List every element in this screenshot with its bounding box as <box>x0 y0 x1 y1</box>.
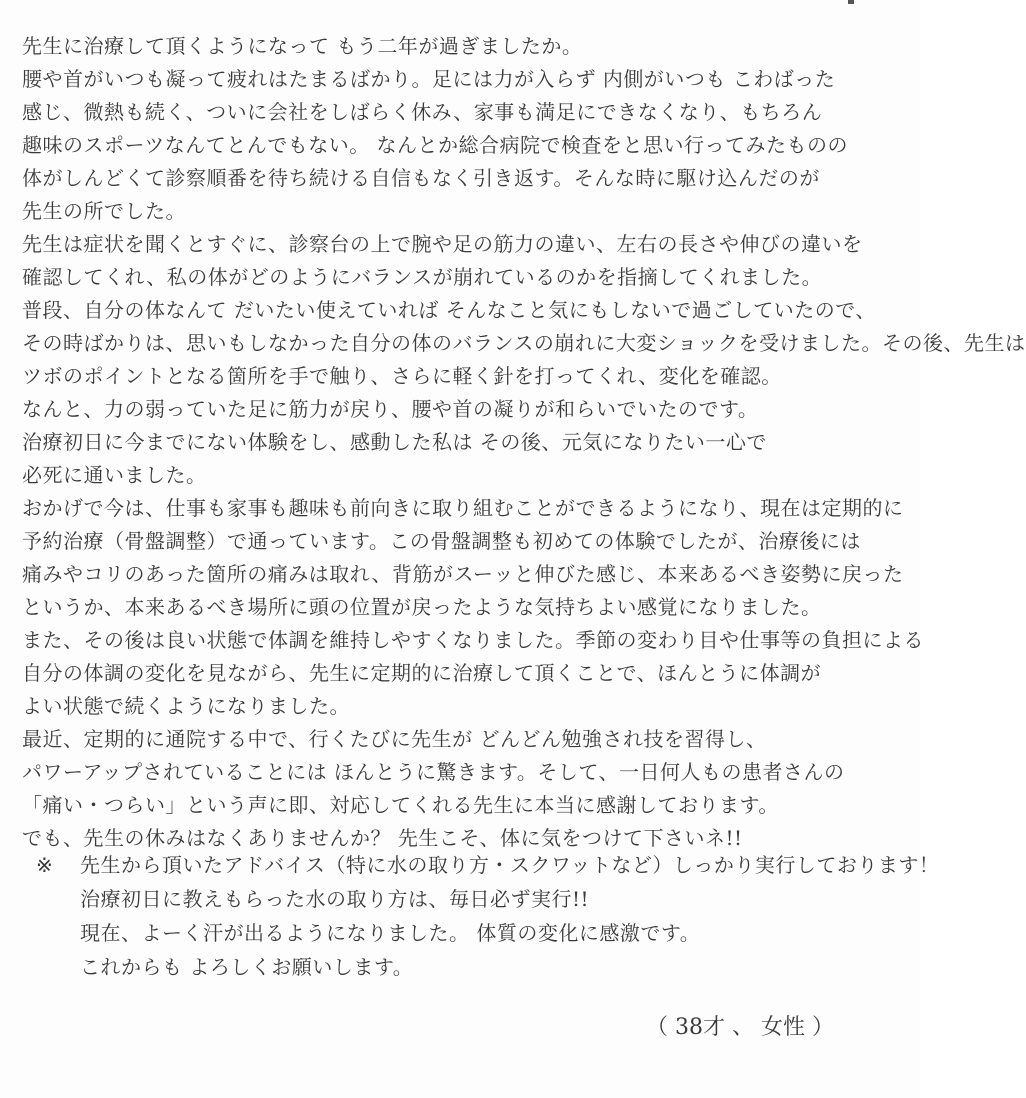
letter-line: なんと、力の弱っていた足に筋力が戻り、腰や首の凝りが和らいでいたのです。 <box>22 397 759 421</box>
letter-line: 自分の体調の変化を見ながら、先生に定期的に治療して頂くことで、ほんとうに体調が <box>22 661 822 685</box>
note-line <box>36 882 896 916</box>
letter-line: でも、先生の休みはなくありませんか？ 先生こそ、体に気をつけて下さいネ!! <box>22 826 743 850</box>
letter-line: パワーアップされていることには ほんとうに驚きます。そして、一日何人もの患者さんの <box>22 760 845 784</box>
letter-line: 体がしんどくて診察順番を待ち続ける自信もなく引き返す。そんな時に駆け込んだのが <box>22 166 820 190</box>
letter-line: 先生の所でした。 <box>22 199 186 223</box>
note-text: 現在、よーく汗が出るようになりました。 体質の変化に感激です。 <box>80 921 701 945</box>
letter-line: よい状態で続くようになりました。 <box>22 694 350 718</box>
note-text: 先生から頂いたアドバイス（特に水の取り方・スクワットなど）しっかり実行しております！ <box>80 853 940 877</box>
letter-line: その時ばかりは、思いもしなかった自分の体のバランスの崩れに大変ショックを受けました。その後、先生は <box>22 331 1026 355</box>
letter-line: 感じ、微熱も続く、ついに会社をしばらく休み、家事も満足にできなくなり、もちろん <box>22 100 823 124</box>
letter-line: おかげで今は、仕事も家事も趣味も前向きに取り組むことができるようになり、現在は定期的に <box>22 496 904 520</box>
letter-line: 先生は症状を聞くとすぐに、診察台の上で腕や足の筋力の違い、左右の長さや伸びの違いを <box>22 232 863 256</box>
letter-body <box>22 30 1026 855</box>
letter-line: 趣味のスポーツなんてとんでもない。 なんとか総合病院で検査をと思い行ってみたものの <box>22 133 849 157</box>
letter-line: 普段、自分の体なんて だいたい使えていれば そんなこと気にもしないで過ごしていたので、 <box>22 298 876 322</box>
letter-line: 先生に治療して頂くようになって もう二年が過ぎましたか。 <box>22 34 583 58</box>
note-line <box>36 916 896 950</box>
letter-line: 確認してくれ、私の体がどのようにバランスが崩れているのかを指摘してくれました。 <box>22 265 823 289</box>
postscript-note <box>36 848 940 984</box>
letter-line: 予約治療（骨盤調整）で通っています。この骨盤調整も初めての体験でしたが、治療後には <box>22 529 861 553</box>
note-mark: ※ <box>36 853 54 877</box>
letter-line: 最近、定期的に通院する中で、行くたびに先生が どんどん勉強され技を習得し、 <box>22 727 767 751</box>
letter-line: 腰や首がいつも凝って疲れはたまるばかり。足には力が入らず 内側がいつも こわばった <box>22 67 836 91</box>
note-line <box>36 950 896 984</box>
letter-line: 治療初日に今までにない体験をし、感動した私は その後、元気になりたい一心で <box>22 430 767 454</box>
note-text: これからも よろしくお願いします。 <box>80 955 414 979</box>
letter-line: 痛みやコリのあった箇所の痛みは取れ、背筋がスーッと伸びた感じ、本来あるべき姿勢に戻った <box>22 562 904 586</box>
letter-line: 必死に通いました。 <box>22 463 207 487</box>
letter-line: 「痛い・つらい」という声に即、対応してくれる先生に本当に感謝しております。 <box>22 793 779 817</box>
letter-line: また、その後は良い状態で体調を維持しやすくなりました。季節の変わり目や仕事等の負担による <box>22 628 924 652</box>
letter-line: というか、本来あるべき場所に頭の位置が戻ったような気持ちよい感覚になりました。 <box>22 595 822 619</box>
note-line <box>36 848 940 882</box>
note-text: 治療初日に教えもらった水の取り方は、毎日必ず実行!! <box>80 887 590 911</box>
scan-corner-mark <box>848 0 854 4</box>
letter-line: ツボのポイントとなる箇所を手で触り、さらに軽く針を打ってくれ、変化を確認。 <box>22 364 782 388</box>
writer-age-gender: （ 38才 、 女性 ） <box>646 1015 834 1040</box>
